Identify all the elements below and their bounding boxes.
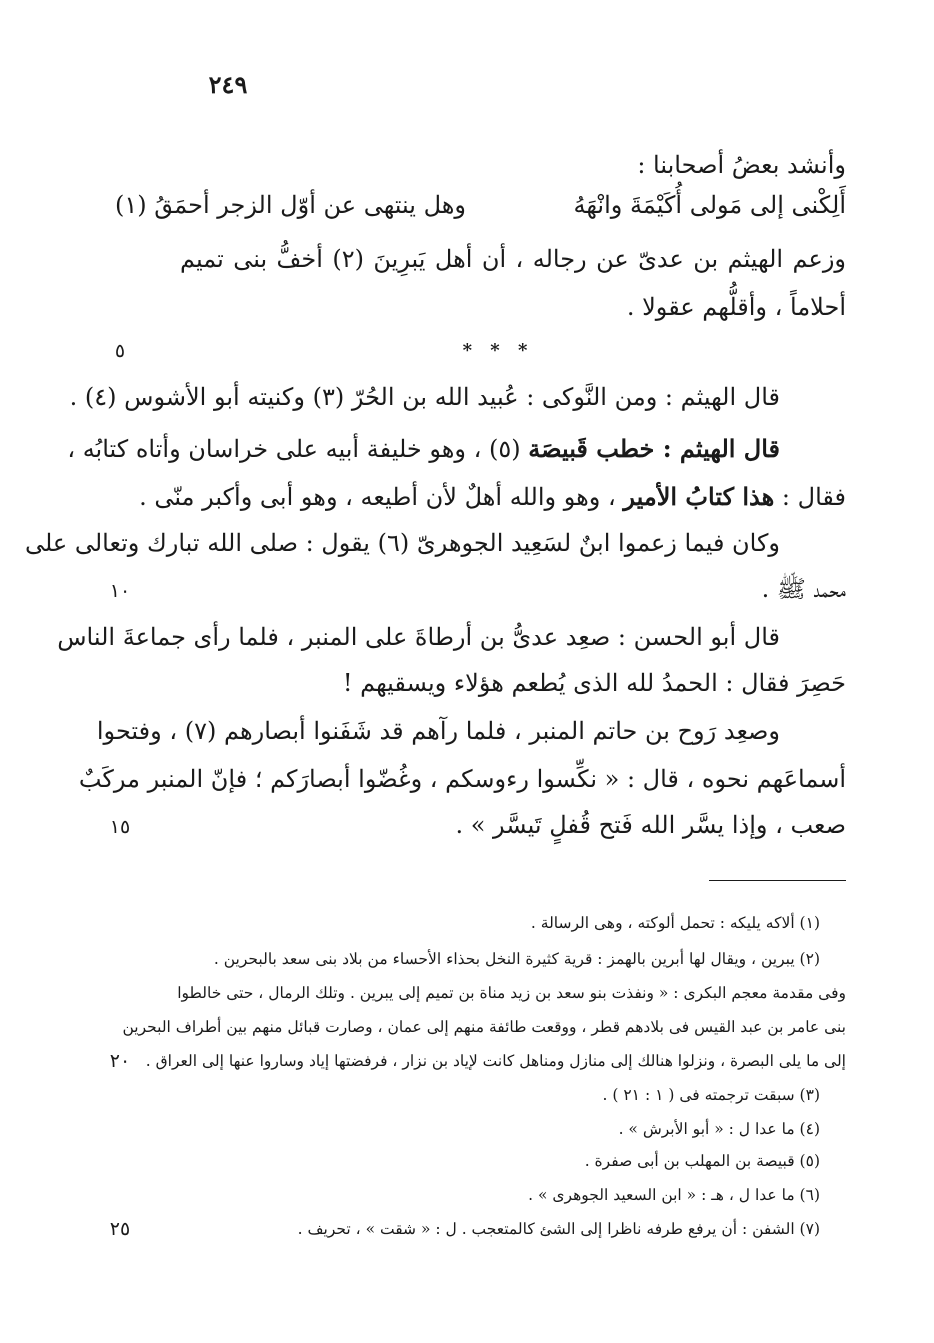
text-line-10: قال أبو الحسن : صعِد عدىُّ بن أرطاةَ على المنبر ، فلما رأى جماعةَ الناس — [57, 623, 780, 651]
text-line-1: وأنشد بعضُ أصحابنا : — [637, 151, 846, 179]
text-run: ، وهو والله أهلٌ لأن أطيعه ، وهو أبى وأكبر منّى . — [139, 483, 624, 511]
line-number-20: ٢٠ — [109, 1050, 131, 1072]
line-number-25: ٢٥ — [109, 1218, 131, 1240]
bold-phrase: قال الهيثم : خطب قَبيصَة — [528, 434, 780, 463]
section-separator: * * * — [462, 340, 534, 361]
text-line-12: وصعِد رَوح بن حاتم المنبر ، فلما رآهم قد شَفَنوا أبصارهم (٧) ، وفتحوا — [96, 717, 780, 745]
text-line-3: وزعم الهيثم بن عدىّ عن رجاله ، أن أهل يَبرِينَ (٢) أخفُّ بنى تميم — [180, 245, 846, 273]
line-number-5: ٥ — [114, 340, 126, 362]
footnote-2-cont-2: بنى عامر بن عبد القيس فى بلادهم قطر ، ووقعت طائفة منهم إلى عمان ، وصارت قبائل منهم بين أطراف البحرين — [122, 1018, 846, 1036]
line-number-10: ١٠ — [109, 580, 131, 602]
text-line-13: أسماعَهم نحوه ، قال : « نكِّسوا رءوسكم ، وغُضّوا أبصارَكم ؛ فإنّ المنبر مركَبٌ — [78, 765, 846, 793]
text-line-11: حَصِرَ فقال : الحمدُ لله الذى يُطعم هؤلاء ويسقيهم ! — [342, 669, 846, 697]
footnote-7: (٧) الشفن : أن يرفع طرفه ناظرا إلى الشئ كالمتعجب . ل : « شقت » ، تحريف . — [297, 1220, 820, 1238]
text-line-7 — [139, 480, 846, 514]
footnote-1: (١) ألاكه يليكه : تحمل ألوكته ، وهى الرسالة . — [530, 914, 820, 932]
bold-phrase: هذا كتابُ الأمير — [623, 482, 775, 511]
text-line-14: صعب ، وإذا يسَّر الله فَتح قُفلٍ تَيسَّر » . — [455, 811, 846, 839]
text-line-5: قال الهيثم : ومن النَّوكى : عُبيد الله بن الحُرّ (٣) وكنيته أبو الأشوس (٤) . — [69, 383, 780, 411]
footnote-2-cont-1: وفى مقدمة معجم البكرى : « ونفذت بنو سعد بن زيد مناة بن تميم إلى يبرين . وتلك الرمال ، حتى خالطوا — [177, 984, 846, 1002]
line-number-15: ١٥ — [109, 816, 131, 838]
text-run: فقال : — [774, 483, 846, 511]
text-run: (٥) ، وهو خليفة أبيه على خراسان وأتاه كتابُه ، — [67, 435, 529, 463]
text-line-6 — [67, 432, 780, 466]
footnote-6: (٦) ما عدا ل ، هـ : « ابن السعيد الجوهرى » . — [528, 1186, 820, 1204]
text-line-4: أحلاماً ، وأقلُّهم عقولا . — [626, 293, 846, 321]
footnote-divider — [709, 880, 846, 881]
text-line-9: محمد ﷺ . — [761, 575, 846, 603]
verse-hemistich-second: وهل ينتهى عن أوّل الزجر أحمَقُ (١) — [114, 191, 466, 219]
footnote-2-cont-3: إلى ما يلى البصرة ، ونزلوا هنالك إلى منازل ومناهل كانت لإياد بن نزار ، فرفضتها إياد وساروا عنها إلى العراق . — [145, 1052, 846, 1070]
footnote-3: (٣) سبقت ترجمته فى ( ١ : ٢١ ) . — [602, 1086, 820, 1104]
text-line-8: وكان فيما زعموا ابنٌ لسَعِيد الجوهرىّ (٦) يقول : صلى الله تبارك وتعالى على — [24, 529, 780, 557]
footnote-4: (٤) ما عدا ل : « أبو الأبرش » . — [618, 1120, 820, 1138]
page-number: ٢٤٩ — [208, 70, 248, 99]
footnote-5: (٥) قبيصة بن المهلب بن أبى صفرة . — [584, 1152, 820, 1170]
verse-hemistich-first: أَلِكْنى إلى مَولى أُكَيْمَةَ وانْهَهُ — [573, 191, 846, 219]
footnote-2: (٢) يبرين ، ويقال لها أبرين بالهمز : قرية كثيرة النخل بحذاء الأحساء من بلاد بنى سعد بالبحرين . — [213, 950, 820, 968]
